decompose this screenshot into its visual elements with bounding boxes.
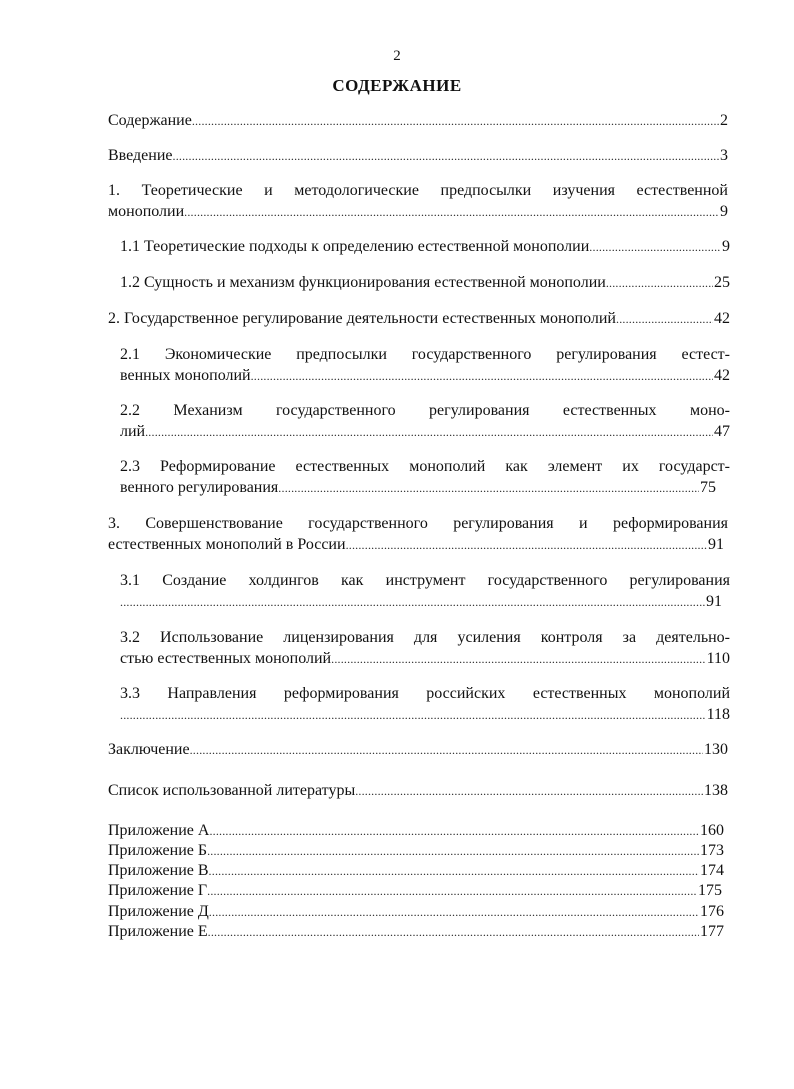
dot-leader bbox=[209, 902, 699, 923]
page-number: 2 bbox=[393, 48, 401, 64]
toc-entry-text: Список использованной литературы bbox=[108, 782, 356, 799]
dot-leader bbox=[331, 649, 705, 670]
toc-entry-text: 1. Теоретические и методологические предпосылки изучения естественной bbox=[108, 182, 728, 199]
toc-page-number: 174 bbox=[700, 862, 724, 879]
toc-entry-text: 2.2 Механизм государственного регулирования естественных моно- bbox=[120, 402, 730, 419]
toc-entry-references[interactable] bbox=[108, 780, 728, 802]
toc-page-number: 91 bbox=[708, 536, 724, 553]
toc-entry-text-cont: стью естественных монополий bbox=[120, 650, 332, 667]
toc-page-number: 138 bbox=[704, 782, 728, 799]
toc-entry-text: 2.3 Реформирование естественных монополий как элемент их государст- bbox=[120, 458, 730, 475]
toc-entry-text: Приложение Г bbox=[108, 882, 208, 899]
toc-entry-intro[interactable] bbox=[108, 145, 728, 167]
toc-entry-chapter-2[interactable] bbox=[108, 308, 730, 330]
toc-entry-chapter-1[interactable] bbox=[108, 180, 728, 223]
dot-leader bbox=[192, 111, 719, 132]
dot-leader bbox=[209, 861, 699, 882]
toc-entry-section-1-1[interactable] bbox=[120, 236, 730, 258]
toc-entry-section-1-2[interactable] bbox=[120, 272, 730, 294]
toc-entry-text: Содержание bbox=[108, 112, 192, 129]
dot-leader bbox=[207, 841, 699, 862]
toc-entry-text: Приложение Д bbox=[108, 903, 209, 920]
toc-page-number: 75 bbox=[700, 479, 716, 496]
toc-entry-text: Приложение Б bbox=[108, 842, 208, 859]
toc-entry-text: 3. Совершенствование государственного регулирования и реформирования bbox=[108, 515, 728, 532]
toc-entry-text: Приложение А bbox=[108, 822, 210, 839]
dot-leader bbox=[184, 202, 719, 223]
toc-entry-text: 1.1 Теоретические подходы к определению естественной монополии bbox=[120, 238, 590, 255]
toc-page-number: 177 bbox=[700, 923, 724, 940]
toc-entry-text: 3.3 Направления реформирования российских естественных монополий bbox=[120, 685, 730, 702]
toc-page-number: 91 bbox=[706, 593, 722, 610]
toc-entry-text-cont: естественных монополий в России bbox=[108, 536, 346, 553]
toc-entry-text: 3.2 Использование лицензирования для усиления контроля за деятельно- bbox=[120, 629, 730, 646]
toc-entry-appendix-e[interactable] bbox=[108, 922, 724, 943]
toc-entry-text-cont: венного регулирования bbox=[120, 479, 279, 496]
toc-entry-chapter-3[interactable] bbox=[108, 513, 728, 556]
toc-page-number: 118 bbox=[706, 706, 730, 723]
toc-page-number: 110 bbox=[706, 650, 730, 667]
dot-leader bbox=[589, 237, 721, 258]
toc-entry-text: 3.1 Создание холдингов как инструмент государственного регулирования bbox=[120, 572, 730, 589]
toc-page-number: 9 bbox=[720, 203, 728, 220]
toc-entry-text-cont: венных монополий bbox=[120, 367, 251, 384]
toc-page-number: 176 bbox=[700, 903, 724, 920]
toc-entry-text: Введение bbox=[108, 147, 173, 164]
toc-entry-section-2-1[interactable] bbox=[120, 344, 730, 387]
dot-leader bbox=[346, 535, 707, 556]
dot-leader bbox=[145, 422, 713, 443]
toc-page-number: 160 bbox=[700, 822, 724, 839]
toc-entry-text: 1.2 Сущность и механизм функционирования естественной монополии bbox=[120, 274, 606, 291]
toc-entry-section-3-1[interactable] bbox=[120, 570, 730, 613]
toc-entry-section-2-3[interactable] bbox=[120, 456, 730, 499]
toc-page-number: 25 bbox=[714, 274, 730, 291]
page-title: СОДЕРЖАНИЕ bbox=[332, 76, 462, 95]
toc-entry-text: Приложение Е bbox=[108, 923, 208, 940]
dot-leader bbox=[120, 705, 706, 726]
dot-leader bbox=[251, 366, 713, 387]
toc-entry-text: Приложение В bbox=[108, 862, 209, 879]
dot-leader bbox=[207, 881, 697, 902]
dot-leader bbox=[190, 740, 703, 761]
toc-entry-text: Заключение bbox=[108, 741, 190, 758]
toc-entry-contents[interactable] bbox=[108, 110, 728, 132]
toc-entry-section-3-2[interactable] bbox=[120, 627, 730, 670]
toc-page-number: 173 bbox=[700, 842, 724, 859]
toc-entry-text-cont: лий bbox=[120, 423, 146, 440]
toc-entry-appendix-d[interactable] bbox=[108, 902, 724, 923]
toc-page-number: 175 bbox=[698, 882, 722, 899]
dot-leader bbox=[173, 146, 720, 167]
toc-page-number: 130 bbox=[704, 741, 728, 758]
dot-leader bbox=[616, 309, 713, 330]
dot-leader bbox=[120, 592, 705, 613]
toc-entry-text: 2. Государственное регулирование деятельности естественных монополий bbox=[108, 310, 616, 327]
dot-leader bbox=[606, 273, 713, 294]
toc-page-number: 3 bbox=[720, 147, 728, 164]
toc-page-number: 2 bbox=[720, 112, 728, 129]
toc-entry-section-3-3[interactable] bbox=[120, 683, 730, 726]
toc-entry-conclusion[interactable] bbox=[108, 739, 728, 761]
dot-leader bbox=[208, 922, 699, 943]
dot-leader bbox=[209, 821, 699, 842]
toc-page-number: 47 bbox=[714, 423, 730, 440]
toc-entry-text: 2.1 Экономические предпосылки государственного регулирования естест- bbox=[120, 346, 730, 363]
toc-page-number: 42 bbox=[714, 310, 730, 327]
dot-leader bbox=[278, 478, 699, 499]
toc-entry-text-cont: монополии bbox=[108, 203, 185, 220]
toc-page-number: 9 bbox=[722, 238, 730, 255]
toc-entry-section-2-2[interactable] bbox=[120, 400, 730, 443]
dot-leader bbox=[355, 781, 703, 802]
toc-entry-appendix-a[interactable] bbox=[108, 821, 724, 842]
toc-entry-appendix-b[interactable] bbox=[108, 841, 724, 862]
toc-page-number: 42 bbox=[714, 367, 730, 384]
toc-entry-appendix-g[interactable] bbox=[108, 881, 722, 902]
toc-entry-appendix-v[interactable] bbox=[108, 861, 724, 882]
